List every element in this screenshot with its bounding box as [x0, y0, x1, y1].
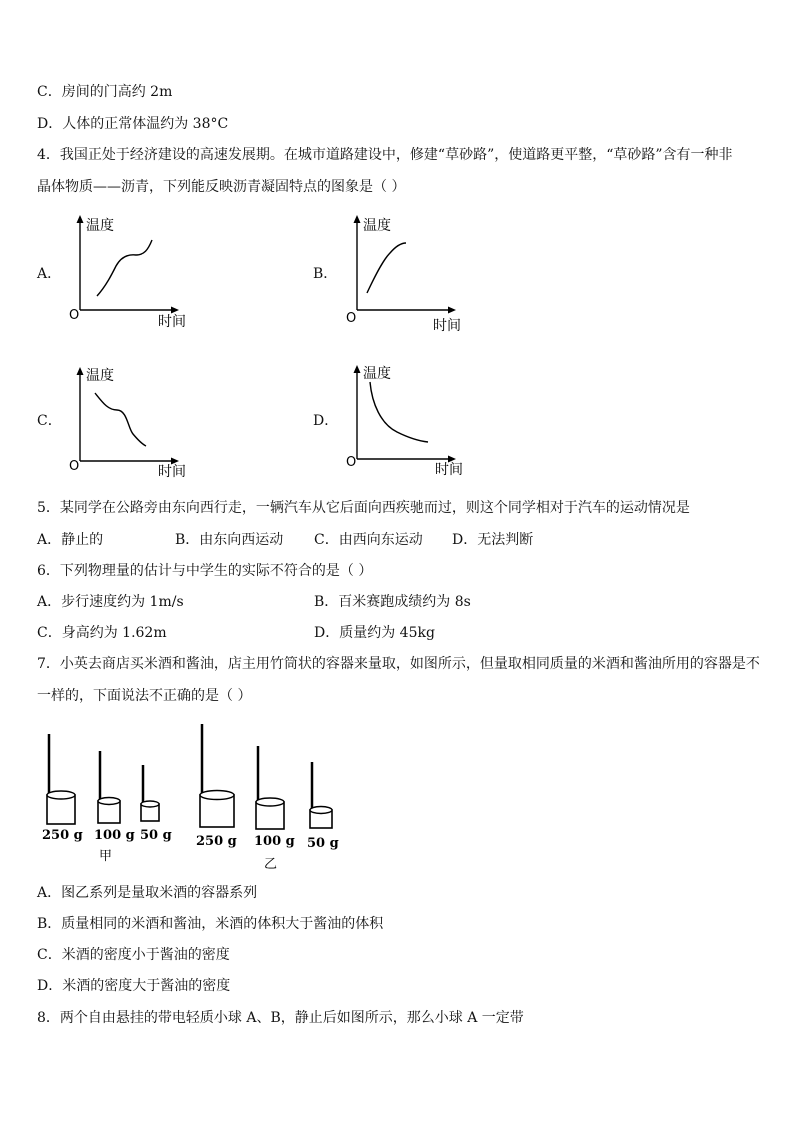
- q7-stem-line1: 7．小英去商店买米酒和酱油，店主用竹筒状的容器来量取，如图所示，但量取相同质量的米酒和酱油所用的容器是不: [37, 656, 760, 672]
- q4-graph-d: [343, 358, 473, 483]
- q7-option-a: A．图乙系列是量取米酒的容器系列: [37, 885, 258, 901]
- q5-option-a: A．静止的: [37, 532, 104, 548]
- q3-option-c: C．房间的门高约 2m: [37, 84, 173, 100]
- q4-stem-line1: 4．我国正处于经济建设的高速发展期。在城市道路建设中，修建“草砂路”，使道路更平整，“草砂路”含有一种非: [37, 147, 733, 163]
- origin-label: O: [69, 459, 80, 474]
- cup-label: 100 g: [94, 828, 135, 843]
- y-label: 温度: [86, 218, 114, 234]
- q5-option-c: C．由西向东运动: [314, 532, 423, 548]
- cup-jia-250: [42, 734, 83, 843]
- series-jia-label: 甲: [99, 849, 113, 864]
- cup-jia-100: [94, 751, 135, 843]
- y-axis-arrow: [354, 365, 361, 373]
- y-label: 温度: [363, 366, 391, 382]
- cup-label: 100 g: [254, 834, 295, 849]
- cup-label: 250 g: [42, 828, 83, 843]
- q4-graph-c: [66, 360, 196, 485]
- x-axis-arrow: [171, 307, 179, 314]
- cup-yi-100: [254, 746, 295, 849]
- cup-jia-50: [140, 765, 172, 843]
- curve: [370, 382, 428, 442]
- x-label: 时间: [433, 318, 461, 334]
- q6-option-d: D．质量约为 45kg: [314, 625, 435, 641]
- q4-graph-b: [343, 212, 473, 337]
- q5-stem: 5．某同学在公路旁由东向西行走，一辆汽车从它后面向西疾驰而过，则这个同学相对于汽车的运动情况是: [37, 500, 690, 516]
- y-axis-arrow: [77, 367, 84, 375]
- q8-stem: 8．两个自由悬挂的带电轻质小球 A、B，静止后如图所示，那么小球 A 一定带: [37, 1010, 524, 1026]
- x-label: 时间: [435, 462, 463, 478]
- curve: [367, 243, 406, 293]
- origin-label: O: [69, 308, 80, 323]
- y-axis-arrow: [354, 215, 361, 223]
- q4-graph-a-letter: A．: [37, 266, 62, 282]
- q7-option-b: B．质量相同的米酒和酱油，米酒的体积大于酱油的体积: [37, 916, 384, 932]
- q7-option-c: C．米酒的密度小于酱油的密度: [37, 947, 230, 963]
- q7-option-d: D．米酒的密度大于酱油的密度: [37, 978, 231, 994]
- cup-label: 50 g: [140, 828, 172, 843]
- q4-graph-a: [66, 212, 196, 337]
- q4-graph-b-letter: B．: [313, 266, 338, 282]
- x-label: 时间: [158, 464, 186, 480]
- origin-label: O: [346, 455, 357, 470]
- cup-yi-250: [196, 724, 237, 849]
- q4-graph-d-letter: D．: [313, 413, 339, 429]
- q6-option-a: A．步行速度约为 1m/s: [37, 594, 184, 610]
- y-label: 温度: [363, 218, 391, 234]
- y-axis-arrow: [77, 215, 84, 223]
- curve: [97, 240, 152, 296]
- curve: [95, 393, 146, 446]
- q5-option-d: D．无法判断: [452, 532, 534, 548]
- x-label: 时间: [158, 314, 186, 330]
- y-label: 温度: [86, 368, 114, 384]
- cup-label: 50 g: [307, 836, 339, 851]
- series-yi-label: 乙: [264, 857, 278, 872]
- q6-option-b: B．百米赛跑成绩约为 8s: [314, 594, 471, 610]
- cup-yi-50: [307, 762, 339, 851]
- x-axis-arrow: [448, 307, 456, 314]
- cup-label: 250 g: [196, 834, 237, 849]
- q6-option-c: C．身高约为 1.62m: [37, 625, 167, 641]
- q3-option-d: D．人体的正常体温约为 38°C: [37, 116, 229, 132]
- q7-stem-line2: 一样的，下面说法不正确的是（ ）: [37, 688, 252, 704]
- q4-stem-line2: 晶体物质——沥青，下列能反映沥青凝固特点的图象是（ ）: [37, 179, 406, 195]
- q4-graph-c-letter: C．: [37, 413, 62, 429]
- origin-label: O: [346, 311, 357, 326]
- q7-containers-figure: [36, 720, 346, 872]
- q5-option-b: B．由东向西运动: [175, 532, 284, 548]
- q6-stem: 6．下列物理量的估计与中学生的实际不符合的是（ ）: [37, 563, 373, 579]
